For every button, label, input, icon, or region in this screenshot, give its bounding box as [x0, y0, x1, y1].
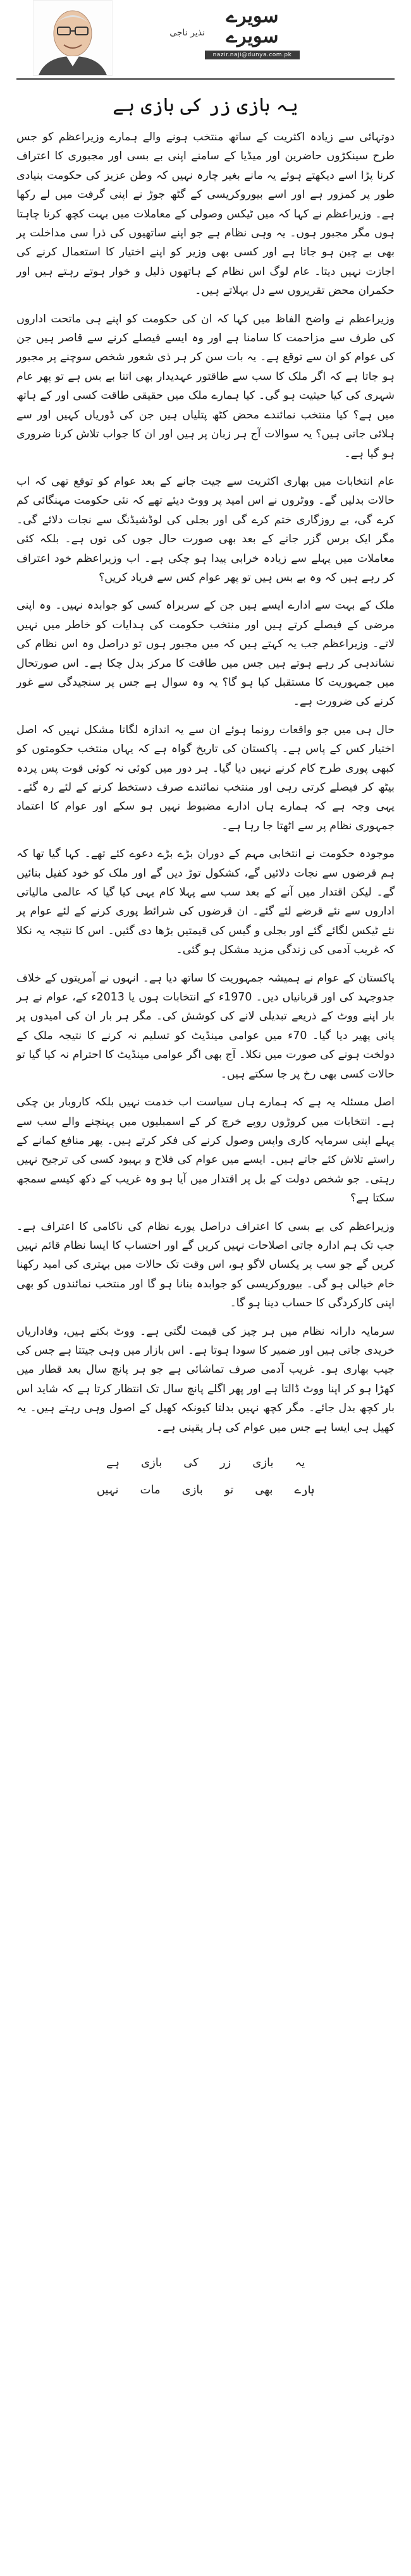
column-title-line: سویرے	[226, 25, 279, 47]
poem-word: کی	[183, 1456, 199, 1469]
poem-word: مات	[140, 1483, 161, 1497]
paragraph: حال ہی میں جو واقعات رونما ہوئے ان سے یہ اندازہ لگانا مشکل نہیں کہ اصل اختیار کس کے پاس ہے۔ پاکستان کی تاریخ گواہ ہے کہ یہاں منتخب حکومتوں کو کبھی پوری طرح کام کرنے نہیں دیا گیا۔ ہر دور میں کوئی نہ کوئی قوت پس پردہ بیٹھ کر فیصلے کرتی رہی اور منتخب نمائندے صرف دستخط کرنے کے لئے رہ گئے۔ یہی وجہ ہے کہ ہمارے ہاں ادارے مضبوط نہیں ہو سکے اور عوام کا اعتماد جمہوری نظام پر سے اٹھتا جا رہا ہے۔	[16, 723, 395, 832]
poem-word: تو	[224, 1483, 234, 1497]
poem-word: ہے	[106, 1456, 120, 1469]
paragraph: عام انتخابات میں بھاری اکثریت سے جیت جانے کے بعد عوام کو توقع تھی کہ اب حالات بدلیں گے۔ ووٹروں نے اس امید پر ووٹ دیئے تھے کہ نئی حکومت مہنگائی کم کرے گی، بے روزگاری ختم کرے گی اور بجلی کی لوڈشیڈنگ سے نجات دلائے گی۔ مگر ایک برس گزر جانے کے بعد بھی صورت حال جوں کی توں ہے۔ بلکہ کئی معاملات میں پہلے سے زیادہ خرابی پیدا ہو چکی ہے۔ اب وزیراعظم خود اعتراف کر رہے ہیں کہ وہ بے بس ہیں تو پھر عوام کس سے فریاد کریں؟	[16, 475, 395, 584]
poem-word: بازی	[181, 1483, 203, 1497]
paragraph: سرمایہ دارانہ نظام میں ہر چیز کی قیمت لگتی ہے۔ ووٹ بکتے ہیں، وفاداریاں خریدی جاتی ہیں اور ضمیر کا سودا ہوتا ہے۔ اس بازار میں وہی جیتتا ہے جس کی جیب بھاری ہو۔ غریب آدمی صرف تماشائی ہے جو ہر پانچ سال بعد قطار میں کھڑا ہو کر اپنا ووٹ ڈالتا ہے اور پھر اگلے پانچ سال تک انتظار کرتا ہے کہ شاید اس بار کچھ بدل جائے۔ مگر کچھ نہیں بدلتا کیونکہ کھیل کے اصول وہی رہتے ہیں۔ یہ کھیل ہی ایسا ہے جس میں عوام کی ہار یقینی ہے۔	[16, 1325, 395, 1434]
author-email: nazir.naji@dunya.com.pk	[205, 51, 300, 59]
column-title	[205, 6, 300, 47]
poem-word: بازی	[141, 1456, 163, 1469]
paragraph: وزیراعظم کی بے بسی کا اعتراف دراصل پورے نظام کی ناکامی کا اعتراف ہے۔ جب تک ہم ادارہ جاتی اصلاحات نہیں کریں گے اور احتساب کا ایسا نظام قائم نہیں کریں گے جو سب پر یکساں لاگو ہو، اس وقت تک حالات میں بہتری کی امید رکھنا خام خیالی ہو گی۔ بیوروکریسی کو جوابدہ بنانا ہو گا اور منتخب نمائندوں کو بھی اپنی کارکردگی کا حساب دینا ہو گا۔	[16, 1220, 395, 1310]
poem-line	[16, 1456, 395, 1469]
poem-word: زر	[219, 1456, 231, 1469]
paragraph: موجودہ حکومت نے انتخابی مہم کے دوران بڑے بڑے دعوے کئے تھے۔ کہا گیا تھا کہ ہم قرضوں سے نجات دلائیں گے، کشکول توڑ دیں گے اور ملک کو خود کفیل بنائیں گے۔ لیکن اقتدار میں آنے کے بعد سب سے پہلا کام یہی کیا گیا کہ عالمی مالیاتی اداروں سے نئے قرضے لئے گئے۔ ان قرضوں کی شرائط پوری کرنے کے لئے عوام پر نئے ٹیکس لگائے گئے اور بجلی و گیس کی قیمتیں بڑھا دی گئیں۔ اس کا نتیجہ یہ نکلا کہ غریب آدمی کی زندگی مزید مشکل ہو گئی۔	[16, 848, 395, 957]
paragraph: وزیراعظم نے واضح الفاظ میں کہا کہ ان کی حکومت کو اپنے ہی ماتحت اداروں کی طرف سے مزاحمت کا سامنا ہے اور وہ ایسے فیصلے کرنے سے قاصر ہیں جن کی عوام کو ان سے توقع ہے۔ یہ بات سن کر ہر ذی شعور شخص سوچنے پر مجبور ہو جاتا ہے کہ اگر ملک کا سب سے طاقتور عہدیدار بھی اتنا بے بس ہے تو پھر عام شہری کی کیا حیثیت ہو گی۔ کیا ہمارے ملک میں حقیقی طاقت کسی اور کے ہاتھ میں ہے؟ کیا منتخب نمائندے محض کٹھ پتلیاں ہیں جن کی ڈوریاں کہیں اور سے ہلائی جاتی ہیں؟ یہ سوالات آج ہر زبان پر ہیں اور ان کا جواب تلاش کرنا ضروری ہو گیا ہے۔	[16, 312, 395, 460]
paragraph: اصل مسئلہ یہ ہے کہ ہمارے ہاں سیاست اب خدمت نہیں بلکہ کاروبار بن چکی ہے۔ انتخابات میں کروڑوں روپے خرچ کر کے اسمبلیوں میں پہنچنے والے سب سے پہلے اپنی سرمایہ کاری واپس وصول کرنے کی فکر کرتے ہیں۔ پھر منافع کمانے کے راستے تلاش کئے جاتے ہیں۔ ایسے میں عوام کی فلاح و بہبود کسی کی ترجیح نہیں رہتی۔ جو شخص دولت کے بل پر اقتدار میں آیا ہو وہ غریب کے دکھ کیسے سمجھ سکتا ہے؟	[16, 1096, 395, 1205]
poem-word: بھی	[255, 1483, 273, 1497]
paragraph: دوتہائی سے زیادہ اکثریت کے ساتھ منتخب ہونے والے ہمارے وزیراعظم کو جس طرح سینکڑوں حاضرین اور میڈیا کے سامنے اپنی بے بسی اور مجبوری کا اعتراف کرنا پڑا اسے دیکھتے ہوئے یہ مانے بغیر چارہ نہیں کہ وطن عزیز کی حکومت بنیادی طور پر کمزور ہے اور اسے بیوروکریسی کے گٹھ جوڑ نے اپنی گرفت میں لے رکھا ہے۔ وزیراعظم نے کہا کہ میں ٹیکس وصولی کے معاملات میں بہت کچھ کرنا چاہتا ہوں مگر مجبور ہوں۔ یہ وہی نظام ہے جو اپنے ساتھیوں کی ذرا سی مداخلت پر بھی بے چین ہو جاتا ہے اور کسی بھی وزیر کو اپنے اختیار کا استعمال کرنے کی اجازت نہیں دیتا۔ عام لوگ اس نظام کے ہاتھوں ذلیل و خوار ہوتے رہتے ہیں اور حکمران محض تقریروں سے دل بہلاتے ہیں۔	[16, 131, 395, 298]
article-body	[16, 128, 395, 1437]
author-portrait-icon	[34, 1, 112, 75]
article-headline: یہ بازی زر کی بازی ہے	[113, 94, 298, 116]
paragraph: ملک کے بہت سے ادارے ایسے ہیں جن کے سربراہ کسی کو جوابدہ نہیں۔ وہ اپنی مرضی کے فیصلے کرتے ہیں اور منتخب حکومت کی ہدایات کو خاطر میں نہیں لاتے۔ وزیراعظم جب یہ کہتے ہیں کہ میں مجبور ہوں تو دراصل وہ اس نظام کی نشاندہی کر رہے ہوتے ہیں جس میں طاقت کا مرکز بدل چکا ہے۔ اس صورتحال میں جمہوریت کا مستقبل کیا ہو گا؟ یہ وہ سوال ہے جس پر سنجیدگی سے غور کرنے کی ضرورت ہے۔	[16, 599, 395, 708]
masthead-rule	[16, 78, 395, 80]
poem-word: بازی	[252, 1456, 274, 1469]
column-title-line: سویرے	[226, 5, 279, 27]
poem-word: یہ	[295, 1456, 305, 1469]
masthead	[16, 0, 395, 83]
author-name: نذیر ناجی	[169, 28, 205, 38]
poem-word: نہیں	[96, 1483, 119, 1497]
poem-line	[16, 1483, 395, 1497]
poem-word: ہارے	[294, 1483, 315, 1497]
closing-poem	[16, 1456, 395, 1497]
author-photo	[33, 0, 113, 76]
paragraph: پاکستان کے عوام نے ہمیشہ جمہوریت کا ساتھ دیا ہے۔ انہوں نے آمریتوں کے خلاف جدوجہد کی اور قربانیاں دیں۔ 1970ء کے انتخابات ہوں یا 2013ء کے، عوام نے ہر بار اپنے ووٹ کے ذریعے تبدیلی لانے کی کوشش کی۔ مگر ہر بار ان کی امیدوں پر پانی پھیر دیا گیا۔ 70ء میں عوامی مینڈیٹ کو تسلیم نہ کرنے کا نتیجہ ملک کے دولخت ہونے کی صورت میں نکلا۔ آج بھی اگر عوامی مینڈیٹ کا احترام نہ کیا گیا تو حالات کسی بھی رخ پر جا سکتے ہیں۔	[16, 971, 395, 1081]
